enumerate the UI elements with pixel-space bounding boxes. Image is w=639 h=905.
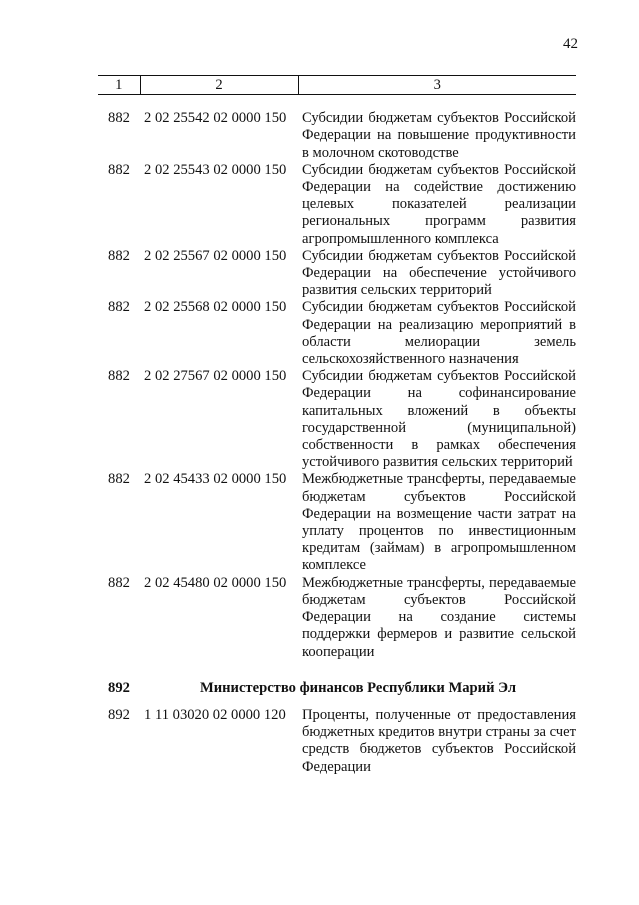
budget-code: 2 02 25542 02 0000 150 xyxy=(144,110,287,127)
description: Субсидии бюджетам субъектов Российской Федерации на обеспечение устойчивого развития сельских территорий xyxy=(302,247,576,299)
admin-code: 882 xyxy=(108,574,130,591)
admin-code: 882 xyxy=(108,161,130,178)
description: Субсидии бюджетам субъектов Российской Федерации на содействие достижению целевых показателей реализации региональных программ развития агропромышленного комплекса xyxy=(302,161,576,247)
budget-code: 2 02 25543 02 0000 150 xyxy=(144,161,287,178)
description: Межбюджетные трансферты, передаваемые бюджетам субъектов Российской Федерации на создание системы поддержки фермеров и развитие сельской кооперации xyxy=(302,574,576,660)
table-row xyxy=(98,471,576,574)
table-row xyxy=(98,95,576,162)
column-header-2: 2 xyxy=(140,76,298,95)
description: Субсидии бюджетам субъектов Российской Федерации на софинансирование капитальных вложений в объекты государственной (муниципальной) собственности в рамках обеспечения устойчивого развития сельских территорий xyxy=(302,368,576,471)
description: Субсидии бюджетам субъектов Российской Федерации на повышение продуктивности в молочном скотоводстве xyxy=(302,110,576,161)
table-body xyxy=(98,95,576,776)
budget-code: 1 11 03020 02 0000 120 xyxy=(144,706,286,723)
budget-code: 2 02 45433 02 0000 150 xyxy=(144,471,287,488)
budget-code: 2 02 25568 02 0000 150 xyxy=(144,299,287,316)
ministry-name: Министерство финансов Республики Марий Эл xyxy=(199,679,517,696)
page-number: 42 xyxy=(563,36,578,52)
budget-code: 2 02 25567 02 0000 150 xyxy=(144,247,287,264)
table-row xyxy=(98,248,576,300)
ministry-heading-row xyxy=(98,661,576,707)
column-header-3: 3 xyxy=(298,76,576,95)
admin-code: 892 xyxy=(108,706,130,723)
table-row xyxy=(98,162,576,248)
revenue-codes-table xyxy=(98,75,576,776)
admin-code: 882 xyxy=(108,471,130,488)
table-row xyxy=(98,368,576,471)
admin-code: 882 xyxy=(108,368,130,385)
admin-code: 882 xyxy=(108,110,130,127)
ministry-code: 892 xyxy=(108,679,130,696)
table-row xyxy=(98,575,576,661)
description: Межбюджетные трансферты, передаваемые бюджетам субъектов Российской Федерации на возмещение части затрат на уплату процентов по инвестиционным кредитам (займам) в агропромышленном комплексе xyxy=(302,471,576,574)
admin-code: 882 xyxy=(108,247,130,264)
budget-code: 2 02 27567 02 0000 150 xyxy=(144,368,287,385)
description: Субсидии бюджетам субъектов Российской Федерации на реализацию мероприятий в области мелиорации земель сельскохозяйственного назначения xyxy=(302,299,576,368)
table-row xyxy=(98,707,576,776)
admin-code: 882 xyxy=(108,299,130,316)
column-header-1: 1 xyxy=(98,76,140,95)
description: Проценты, полученные от предоставления бюджетных кредитов внутри страны за счет средств бюджетов субъектов Российской Федерации xyxy=(302,706,576,775)
table-header xyxy=(98,76,576,95)
budget-code: 2 02 45480 02 0000 150 xyxy=(144,574,287,591)
table-row xyxy=(98,299,576,368)
